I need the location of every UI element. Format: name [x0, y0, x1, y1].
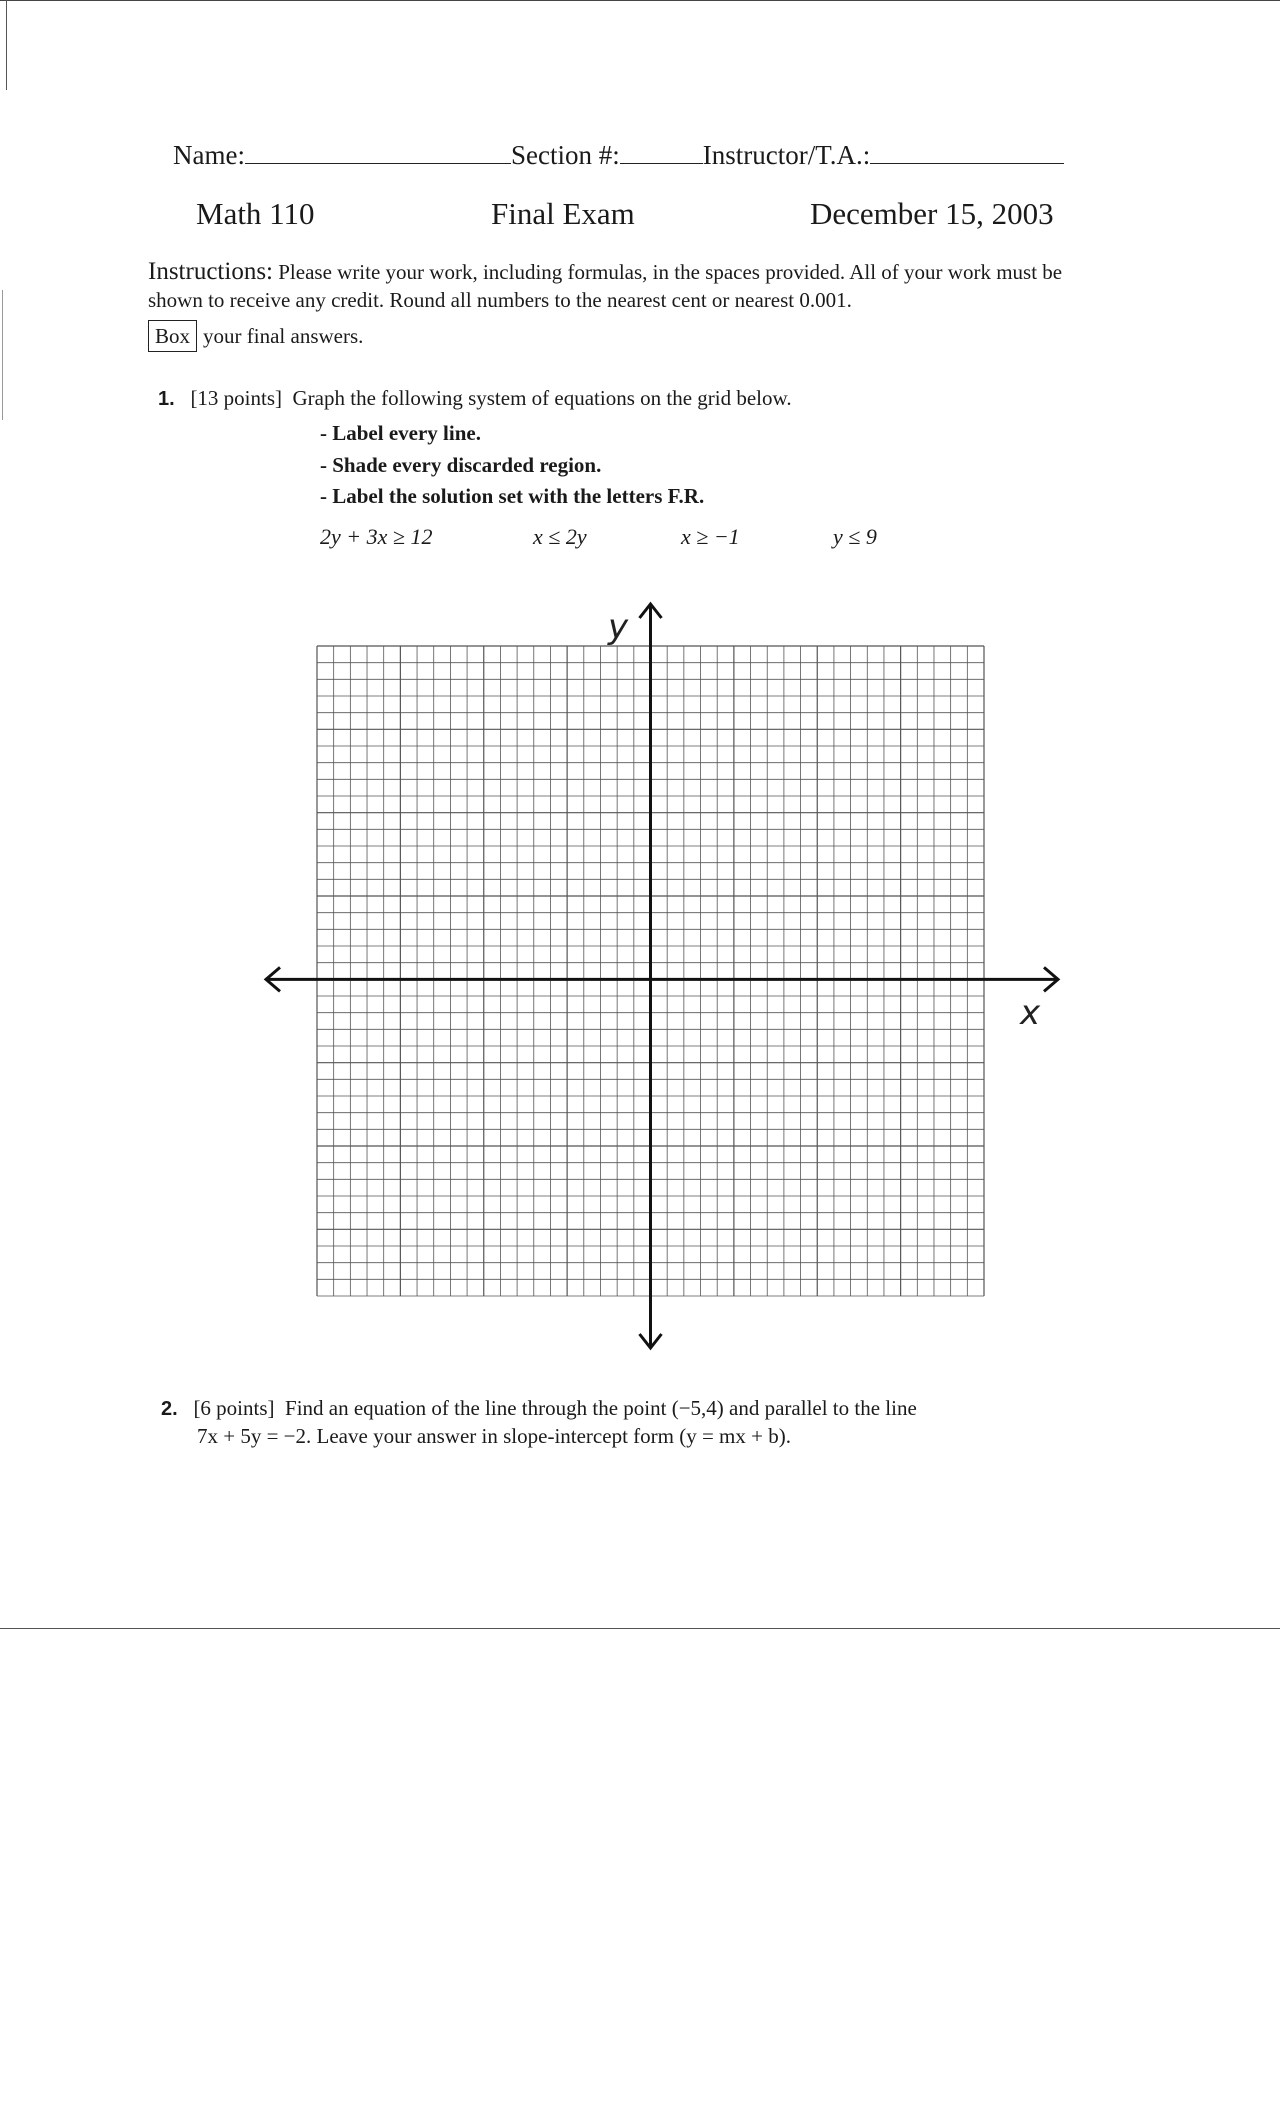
box-word: Box — [148, 320, 197, 352]
question-2 — [161, 1394, 917, 1423]
instructions-text: Please write your work, including formulas, in the spaces provided. All of your work must be shown to receive any credit. Round all numbers to the nearest cent or nearest 0.001. — [148, 260, 1063, 312]
instructions-lead: Instructions: — [148, 258, 273, 285]
inequality-4: y ≤ 9 — [833, 524, 877, 549]
inequality-1: 2y + 3x ≥ 12 — [320, 524, 433, 549]
student-info-row — [173, 140, 1064, 171]
inequality-3: x ≥ −1 — [681, 524, 740, 549]
box-tail: your final answers. — [203, 324, 364, 348]
name-blank[interactable] — [245, 141, 511, 164]
y-axis-label: y — [608, 607, 629, 647]
question-1 — [158, 384, 792, 413]
instructor-blank[interactable] — [870, 141, 1064, 164]
question-2-line2: 7x + 5y = −2. Leave your answer in slope-intercept form (y = mx + b). — [197, 1424, 791, 1448]
x-axis-label: x — [1020, 993, 1041, 1033]
question-1-number: 1. — [158, 388, 175, 410]
question-2-number: 2. — [161, 1398, 178, 1420]
left-edge-mark — [6, 0, 7, 90]
graph-grid[interactable] — [250, 596, 1080, 1366]
top-edge-rule — [0, 0, 1280, 1]
bullet-label-solution: - Label the solution set with the letters F.R. — [320, 484, 705, 508]
instructor-label: Instructor/T.A.: — [702, 140, 871, 170]
section-label: Section #: — [510, 140, 620, 170]
exam-date: December 15, 2003 — [810, 196, 1054, 231]
question-2-line1: Find an equation of the line through the point (−5,4) and parallel to the line — [285, 1396, 917, 1420]
exam-title: Final Exam — [491, 196, 635, 231]
question-1-points: [13 points] — [190, 386, 283, 410]
left-edge-mark — [2, 290, 3, 420]
question-2-points: [6 points] — [193, 1396, 275, 1420]
bullet-label-lines: - Label every line. — [320, 421, 481, 445]
section-blank[interactable] — [620, 141, 703, 164]
axes — [266, 604, 1058, 1348]
bottom-edge-rule — [0, 1628, 1280, 1629]
name-label: Name: — [173, 140, 245, 170]
bullet-shade-regions: - Shade every discarded region. — [320, 453, 602, 477]
question-1-prompt: Graph the following system of equations on the grid below. — [292, 386, 792, 410]
course-title: Math 110 — [196, 196, 315, 231]
instructions-block — [148, 258, 1098, 352]
inequality-2: x ≤ 2y — [533, 524, 587, 549]
